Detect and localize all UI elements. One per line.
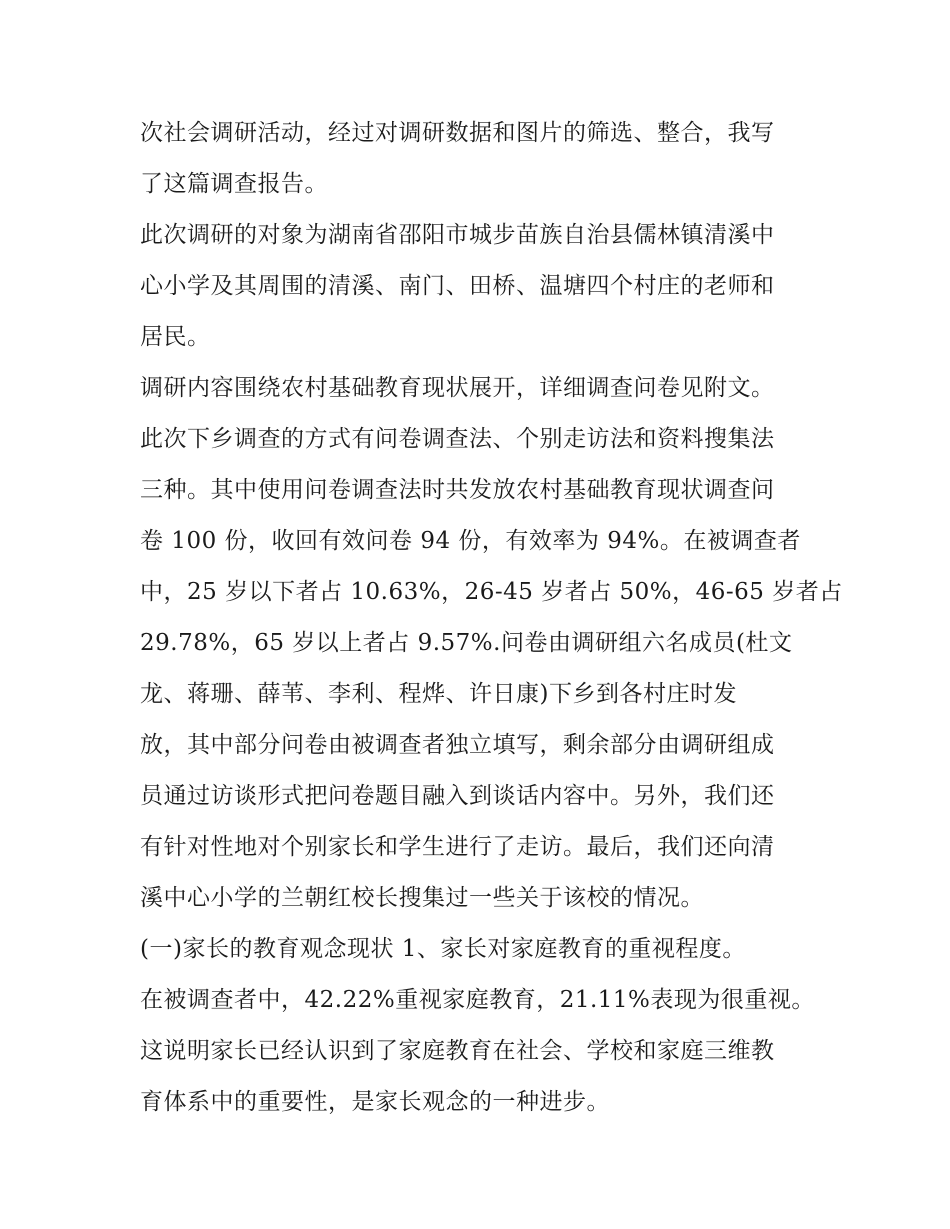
text-line: 29.78%，65 岁以上者占 9.57%.问卷由调研组六名成员(杜文: [140, 630, 793, 656]
text-line: 育体系中的重要性，是家长观念的一种进步。: [140, 1089, 610, 1115]
text-line: 卷 100 份，收回有效问卷 94 份，有效率为 94%。在被调查者: [140, 528, 801, 554]
text-line: 龙、蒋珊、薛苇、李利、程烨、许日康)下乡到各村庄时发: [140, 681, 737, 707]
text-line: 员通过访谈形式把问卷题目融入到谈话内容中。另外，我们还: [140, 783, 775, 809]
text-line: 三种。其中使用问卷调查法时共发放农村基础教育现状调查问: [140, 477, 775, 503]
section-heading-line: (一)家长的教育观念现状 1、家长对家庭教育的重视程度。: [140, 936, 746, 962]
text-line: 有针对性地对个别家长和学生进行了走访。最后，我们还向清: [140, 834, 775, 860]
text-line: 调研内容围绕农村基础教育现状展开，详细调查问卷见附文。: [140, 375, 775, 401]
text-line: 此次调研的对象为湖南省邵阳市城步苗族自治县儒林镇清溪中: [140, 222, 775, 248]
text-line: 溪中心小学的兰朝红校长搜集过一些关于该校的情况。: [140, 885, 704, 911]
text-line: 此次下乡调查的方式有问卷调查法、个别走访法和资料搜集法: [140, 426, 775, 452]
text-line: 居民。: [140, 324, 211, 350]
text-line: 在被调查者中，42.22%重视家庭教育，21.11%表现为很重视。: [140, 987, 815, 1013]
text-line: 这说明家长已经认识到了家庭教育在社会、学校和家庭三维教: [140, 1038, 775, 1064]
text-line: 了这篇调查报告。: [140, 171, 328, 197]
text-line: 放，其中部分问卷由被调查者独立填写，剩余部分由调研组成: [140, 732, 775, 758]
report-body-text: [140, 108, 843, 1128]
text-line: 心小学及其周围的清溪、南门、田桥、温塘四个村庄的老师和: [140, 273, 775, 299]
text-line: 中，25 岁以下者占 10.63%，26-45 岁者占 50%，46-65 岁者占: [140, 579, 843, 605]
text-line: 次社会调研活动，经过对调研数据和图片的筛选、整合，我写: [140, 120, 775, 146]
